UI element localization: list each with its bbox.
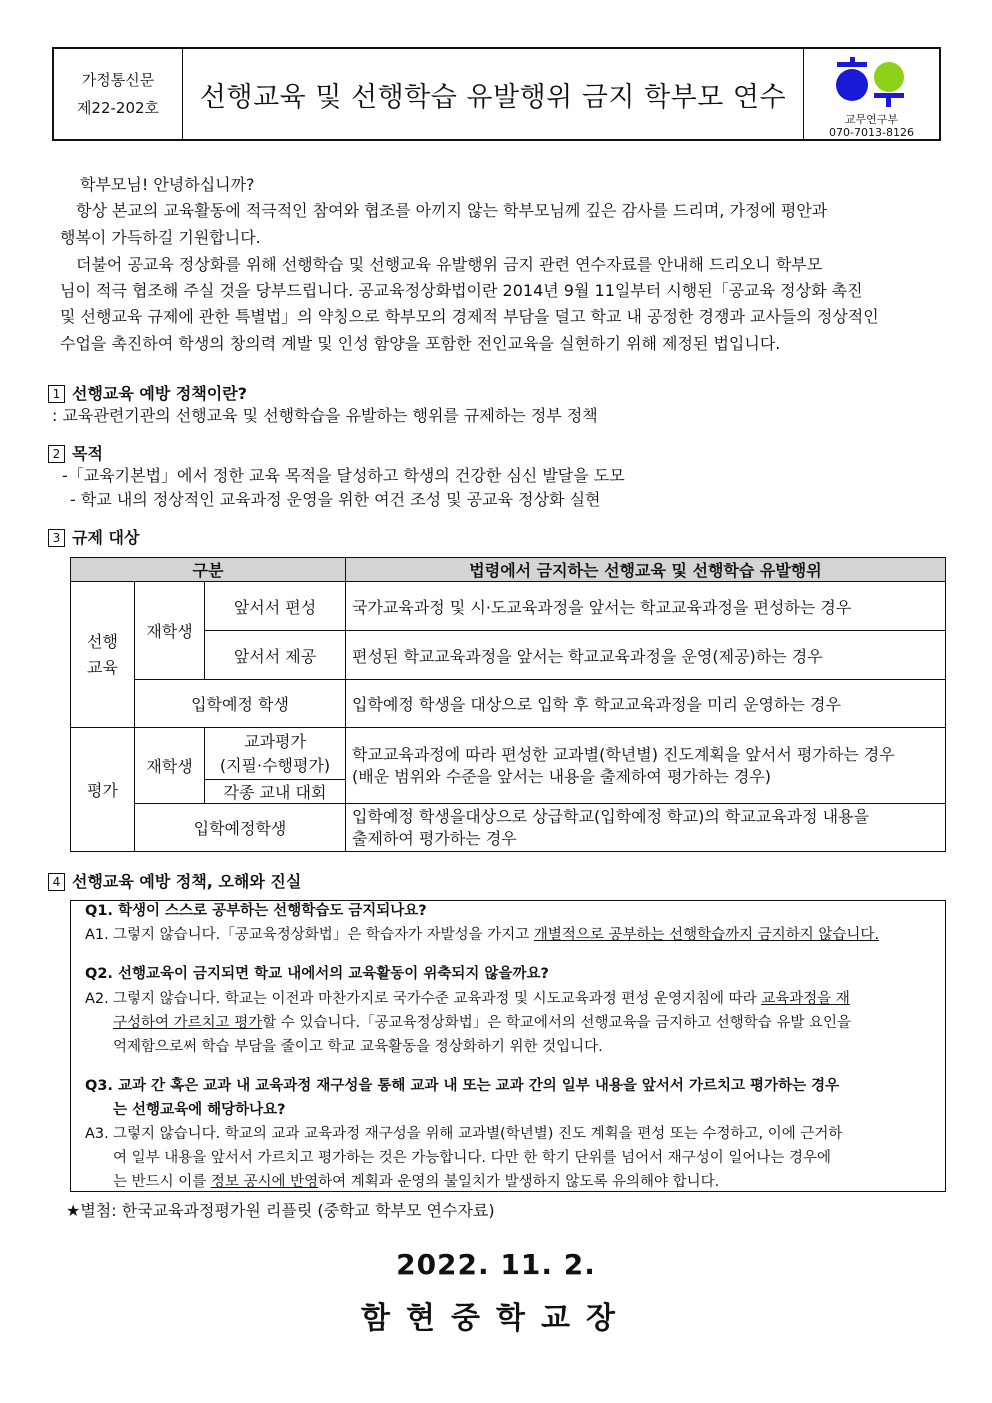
answer-text: 는 반드시 이를: [113, 1174, 211, 1190]
row-description: [346, 728, 946, 804]
section-number: 2: [48, 445, 65, 463]
row-type: 앞서서 편성: [205, 582, 346, 631]
row-type: 각종 교내 대회: [205, 780, 346, 804]
table-header-description: 법령에서 금지하는 선행교육 및 선행학습 유발행위: [346, 558, 946, 582]
question-2: Q2. 선행교육이 금지되면 학교 내에서의 교육활동이 위축되지 않을까요?: [85, 966, 549, 982]
answer-emphasis: 교육과정을 재: [761, 991, 850, 1007]
qa-box: [70, 900, 946, 1192]
row-description-line: 출제하여 평가하는 경우: [352, 828, 517, 848]
answer-emphasis: 정보 공시에 반영: [210, 1174, 319, 1190]
answer-1: [85, 923, 935, 947]
greeting: 학부모님! 안녕하십니까?: [80, 175, 255, 194]
group-advance-education: 선행 교육: [71, 582, 135, 728]
row-description: 국가교육과정 및 시·도교육과정을 앞서는 학교교육과정을 편성하는 경우: [346, 582, 946, 631]
section-2-item-1: -「교육기본법」에서 정한 교육 목적을 달성하고 학생의 건강한 심신 발달을 도모: [62, 466, 625, 485]
section-4-heading: [48, 871, 301, 893]
school-logo-icon: [834, 57, 908, 107]
row-type: 앞서서 제공: [205, 631, 346, 680]
row-type-line: 교과평가: [244, 731, 306, 751]
section-1-heading: [48, 383, 247, 405]
issue-type: 가정통신문: [81, 71, 155, 89]
answer-3-line-3: [85, 1170, 935, 1194]
answer-2-line-3: 억제함으로써 학습 부담을 줄이고 학교 교육활동을 정상화하기 위한 것입니다.: [113, 1039, 603, 1055]
answer-text: 할 수 있습니다.「공교육정상화법」은 학교에서의 선행교육을 금지하고 선행학습 유발 요인을: [262, 1015, 852, 1031]
issue-info: [54, 49, 183, 139]
answer-2-line-2: [85, 1011, 935, 1035]
row-description: [346, 804, 946, 852]
section-2-heading: [48, 443, 103, 465]
issue-date: 2022. 11. 2.: [396, 1248, 596, 1281]
answer-text: 하여 계획과 운영의 불일치가 발생하지 않도록 유의해야 합니다.: [318, 1174, 720, 1190]
row-description-line: 입학예정 학생을대상으로 상급학교(입학예정 학교)의 학교교육과정 내용을: [352, 806, 870, 826]
answer-emphasis: 개별적으로 공부하는 선행학습까지 금지하지 않습니다.: [533, 927, 880, 943]
section-number: 1: [48, 385, 65, 403]
row-description-line: 학교교육과정에 따라 편성한 교과별(학년별) 진도계획을 앞서서 평가하는 경우: [352, 744, 895, 764]
intro-p2-line3: 및 선행교육 규제에 관한 특별법」의 약칭으로 학부모의 경제적 부담을 덜고 학교 내 공정한 경쟁과 교사들의 정상적인: [60, 307, 879, 326]
group-enrolled-student: 재학생: [135, 728, 205, 804]
attachment-note: ★별첨: 한국교육과정평가원 리플릿 (중학교 학부모 연수자료): [66, 1201, 495, 1220]
department-phone: 070-7013-8126: [829, 126, 914, 139]
question-1: Q1. 학생이 스스로 공부하는 선행학습도 금지되나요?: [85, 903, 427, 919]
section-number: 3: [48, 529, 65, 547]
row-type-line: (지필·수행평가): [219, 755, 331, 775]
section-1-body: : 교육관련기관의 선행교육 및 선행학습을 유발하는 행위를 규제하는 정부 정책: [52, 406, 598, 425]
row-description: 입학예정 학생을 대상으로 입학 후 학교교육과정을 미리 운영하는 경우: [346, 680, 946, 728]
dept-logo-box: [803, 49, 939, 139]
intro-p1-line1: 항상 본교의 교육활동에 적극적인 참여와 협조를 아끼지 않는 학부모님께 깊은 감사를 드리며, 가정에 평안과: [76, 201, 828, 220]
section-title: 규제 대상: [72, 528, 140, 547]
section-3-heading: [48, 527, 139, 549]
regulation-table: [70, 557, 946, 852]
answer-3-line-2: 여 일부 내용을 앞서서 가르치고 평가하는 것은 가능합니다. 다만 한 학기 단위를 넘어서 재구성이 일어나는 경우에: [113, 1150, 832, 1166]
section-number: 4: [48, 873, 65, 891]
question-3: Q3. 교과 간 혹은 교과 내 교육과정 재구성을 통해 교과 내 또는 교과 간의 일부 내용을 앞서서 가르치고 평가하는 경우: [85, 1078, 840, 1094]
document-title: 선행교육 및 선행학습 유발행위 금지 학부모 연수: [199, 81, 787, 113]
row-description: 편성된 학교교육과정을 앞서는 학교교육과정을 운영(제공)하는 경우: [346, 631, 946, 680]
answer-emphasis: 구성하여 가르치고 평가: [113, 1015, 263, 1031]
table-row: [71, 680, 946, 728]
intro-p1-line2: 행복이 가득하길 기원합니다.: [60, 228, 261, 247]
department-name: 교무연구부: [844, 113, 899, 126]
answer-2: [85, 987, 935, 1011]
row-type: 입학예정 학생: [135, 680, 346, 728]
row-type: [205, 728, 346, 780]
row-type: 입학예정학생: [135, 804, 346, 852]
question-3-line-2: 는 선행교육에 해당하나요?: [113, 1102, 286, 1118]
section-title: 선행교육 예방 정책이란?: [72, 384, 247, 403]
section-title: 목적: [72, 444, 103, 463]
answer-text: 그렇지 않습니다.「공교육정상화법」은 학습자가 자발성을 가지고: [113, 927, 534, 943]
table-row: [71, 728, 946, 780]
answer-text: 그렇지 않습니다. 학교는 이전과 마찬가지로 국가수준 교육과정 및 시도교육과정 편성 운영지침에 따라: [113, 991, 762, 1007]
section-2-item-2: - 학교 내의 정상적인 교육과정 운영을 위한 여건 조성 및 공교육 정상화 실현: [70, 490, 601, 509]
table-header-row: [71, 558, 946, 582]
table-header-category: 구분: [71, 558, 346, 582]
table-row: [71, 582, 946, 631]
group-evaluation: 평가: [71, 728, 135, 852]
answer-label: A3.: [85, 1126, 109, 1142]
answer-3: [85, 1122, 935, 1146]
answer-text: 그렇지 않습니다. 학교의 교과 교육과정 재구성을 위해 교과별(학년별) 진도 계획을 편성 또는 수정하고, 이에 근거하: [113, 1126, 843, 1142]
table-row: [71, 804, 946, 852]
intro-p2-line1: 더불어 공교육 정상화를 위해 선행학습 및 선행교육 유발행위 금지 관련 연수자료를 안내해 드리오니 학부모: [76, 255, 823, 274]
row-description-line: (배운 범위와 수준을 앞서는 내용을 출제하여 평가하는 경우): [352, 766, 772, 786]
intro-p2-line4: 수업을 촉진하여 학생의 창의력 계발 및 인성 함양을 포함한 전인교육을 실현하기 위해 제정된 법입니다.: [60, 334, 781, 353]
header-box: [52, 47, 941, 141]
section-title: 선행교육 예방 정책, 오해와 진실: [72, 872, 302, 891]
school-principal: 함현중학교장: [361, 1301, 631, 1336]
group-enrolled-student: 재학생: [135, 582, 205, 680]
answer-label: A1.: [85, 927, 109, 943]
issue-number: 제22-202호: [76, 99, 160, 117]
answer-label: A2.: [85, 991, 109, 1007]
intro-p2-line2: 님이 적극 협조해 주실 것을 당부드립니다. 공교육정상화법이란 2014년 9월 11일부터 시행된「공교육 정상화 촉진: [60, 281, 863, 300]
